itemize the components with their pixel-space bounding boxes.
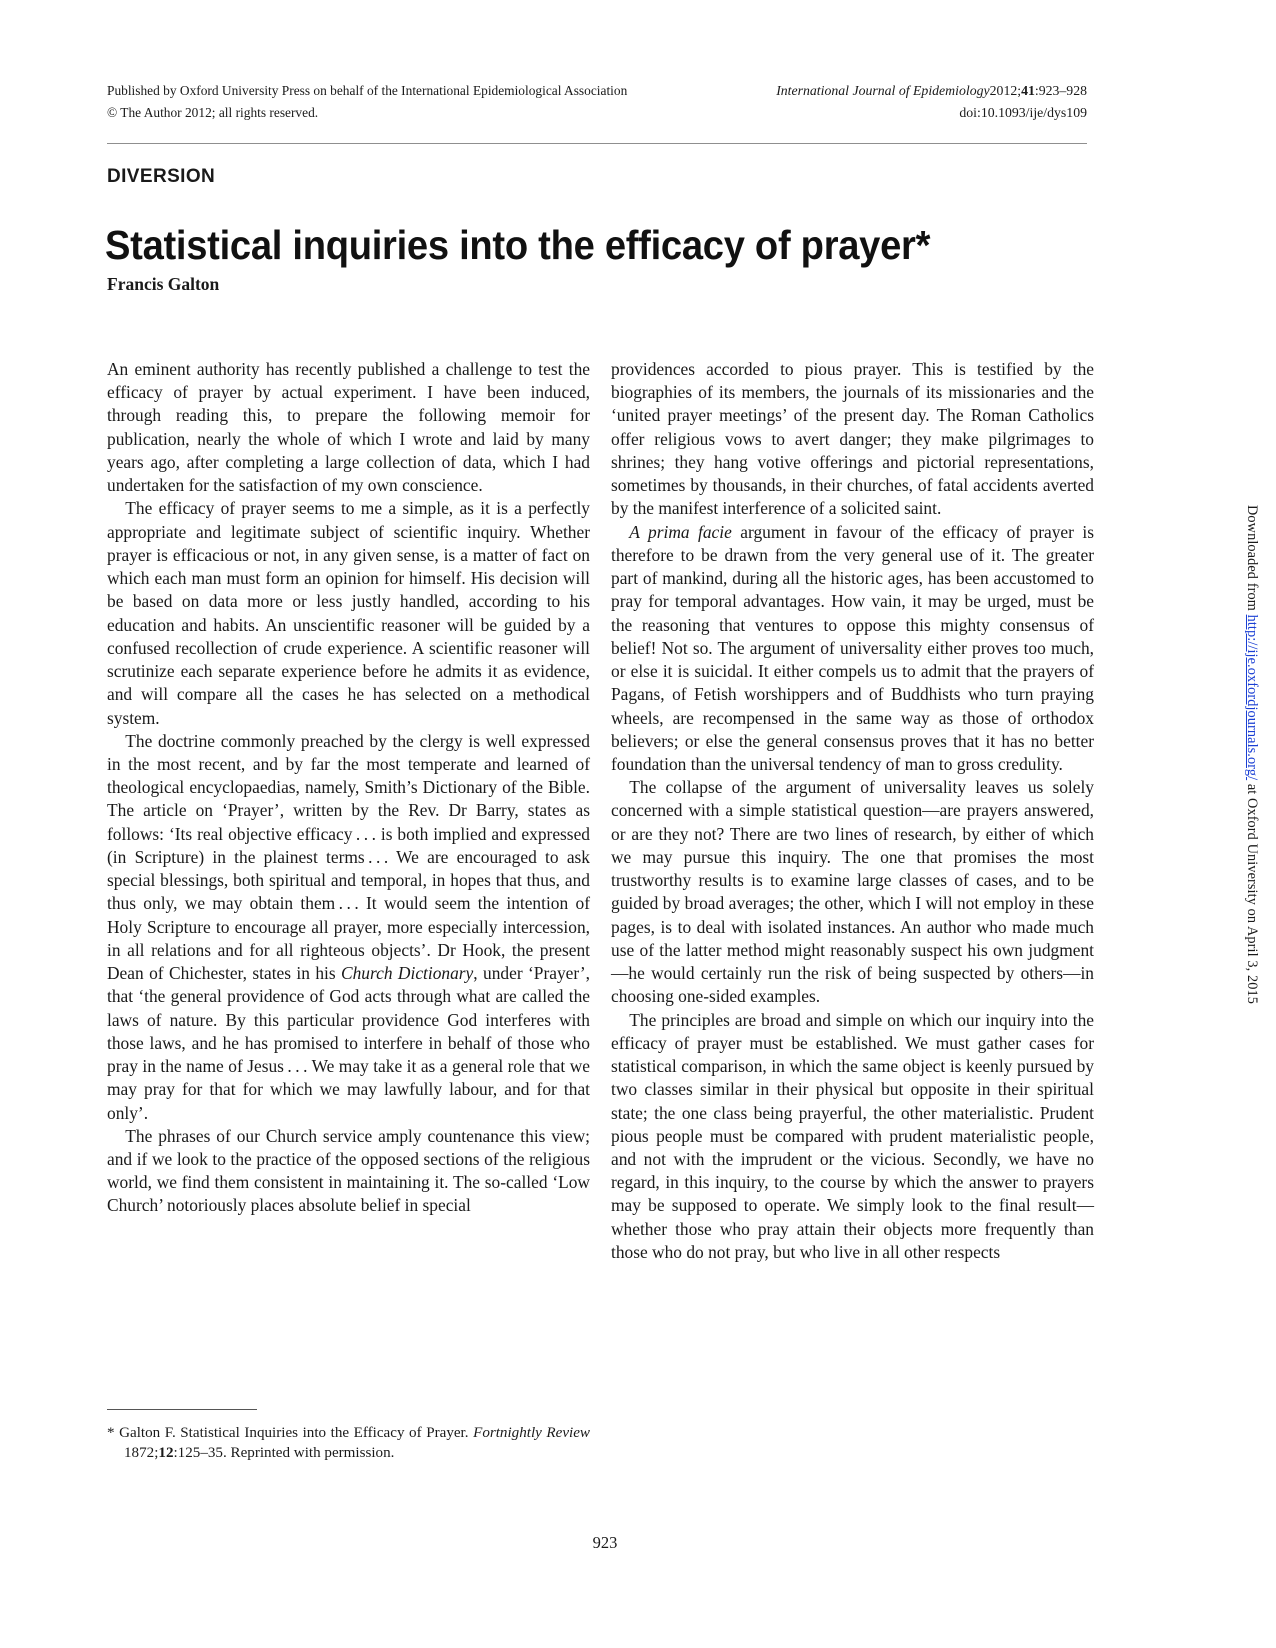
section-label: DIVERSION <box>107 166 216 187</box>
body-column-left <box>107 358 590 1218</box>
footnote-part: Galton F. Statistical Inquiries into the Efficacy of Prayer. <box>114 1425 474 1441</box>
download-watermark-text <box>1243 505 1260 1004</box>
watermark-suffix: at Oxford University on April 3, 2015 <box>1244 780 1260 1004</box>
source-url-link[interactable]: http://ije.oxfordjournals.org/ <box>1244 614 1260 781</box>
copyright-line: © The Author 2012; all rights reserved. <box>107 104 319 120</box>
citation-volume: 41 <box>1021 83 1035 98</box>
paragraph-part: The doctrine commonly preached by the clergy is well expressed in the most recent, and by far the most temperate and learned of theological encyclopaedias, namely, Smith’s Dictionary of the Bible. The article on ‘Prayer’, written by the Rev. Dr Barry, states as follows: ‘Its real objective efficacy . . . is both implied and expressed (in Scripture) in the plainest terms . . . We are encouraged to ask special blessings, both spiritual and temporal, in hopes that thus, and thus only, we may obtain them . . . It would seem the intention of Holy Scripture to encourage all prayer, more especially intercession, in all relations and for all righteous objects’. Dr Hook, the present Dean of Chichester, states in his <box>107 730 590 984</box>
footnote-part: 1872; <box>124 1445 159 1462</box>
body-column-right <box>611 358 1094 1264</box>
paragraph: The principles are broad and simple on which our inquiry into the efficacy of prayer must be established. We must gather cases for statistical comparison, in which the same object is keenly pursued by two classes similar in their physical but opposite in their spiritual state; the one class being prayerful, the other materialistic. Prudent pious people must be compared with prudent materialistic people, and not with the imprudent or the vicious. Secondly, we have no regard, in this inquiry, to the course by which the answer to prayers may be supposed to operate. We simply look to the final result—whether those who pray attain their objects more frequently than those who do not pray, but who live in all other respects <box>611 1009 1094 1262</box>
paragraph: An eminent authority has recently published a challenge to test the efficacy of prayer by actual experiment. I have been induced, through reading this, to prepare the following memoir for publication, nearly the whole of which I wrote and laid by many years ago, after completing a large collection of data, which I had undertaken for the satisfaction of my own conscience. <box>107 359 590 496</box>
paragraph <box>611 521 1094 777</box>
page-number: 923 <box>592 1533 618 1552</box>
footnote-volume: 12 <box>158 1445 174 1462</box>
citation-year: 2012; <box>989 83 1022 98</box>
paragraph-part: , under ‘Prayer’, that ‘the general providence of God acts through what are called the laws of nature. By this particular providence God interferes with those laws, and he has promised to interfere in behalf of those who pray in the name of Jesus . . . We may take it as a general role that we may pray for that for which we may lawfully labour, and for that only’. <box>107 963 590 1123</box>
masthead <box>107 80 1087 125</box>
latin-phrase: A prima facie <box>629 521 732 542</box>
paragraph: providences accorded to pious prayer. This is testified by the biographies of its members, the journals of its missionaries and the ‘united prayer meetings’ of the present day. The Roman Catholics offer religious vows to avert danger; they make pilgrimages to shrines; they hang votive offerings and pictorial representations, sometimes by thousands, in their churches, of fatal accidents averted by the manifest interference of a solicited saint. <box>611 359 1094 519</box>
header-divider <box>107 143 1087 144</box>
publisher-line-1: Published by Oxford University Press on behalf of the International Epidemiological Association <box>107 83 628 98</box>
paragraph: The efficacy of prayer seems to me a simple, as it is a perfectly appropriate and legitimate subject of scientific inquiry. Whether prayer is efficacious or not, in any given sense, is a matter of fact on which each man must form an opinion for himself. His decision will be based on data more or less justly handled, according to his education and habits. An unscientific reasoner will be guided by a confused recollection of crude experience. A scientific reasoner will scrutinize each separate experience before he admits it as evidence, and will compare all the cases he has selected on a methodical system. <box>107 498 590 728</box>
paragraph: The collapse of the argument of universality leaves us solely concerned with a simple statistical question—are prayers answered, or are they not? There are two lines of research, by either of which we may pursue this inquiry. The one that promises the most trustworthy results is to examine large classes of cases, and to be guided by broad averages; the other, which I will not employ in these pages, is to deal with isolated instances. An author who made much use of the latter method might reasonably suspect his own judgment—he would certainly run the risk of being suspected by others—in choosing one-sided examples. <box>611 777 1094 1007</box>
footnote-text <box>107 1423 590 1463</box>
footnote-journal-title: Fortnightly Review <box>473 1425 590 1441</box>
journal-name: International Journal of Epidemiology <box>776 83 990 98</box>
watermark-prefix: Downloaded from <box>1244 505 1260 615</box>
author-name: Francis Galton <box>107 274 220 294</box>
paragraph: The phrases of our Church service amply countenance this view; and if we look to the practice of the opposed sections of the religious world, we find them consistent in maintaining it. The so-called ‘Low Church’ notoriously places absolute belief in special <box>107 1125 590 1216</box>
download-watermark <box>1238 505 1262 1205</box>
footnote-divider <box>107 1409 257 1410</box>
doi-line: doi:10.1093/ije/dys109 <box>959 105 1087 121</box>
paragraph <box>107 730 590 1125</box>
page-title: Statistical inquiries into the efficacy of prayer* <box>105 222 931 269</box>
citation-info <box>776 80 1087 125</box>
footnote-block <box>107 1409 590 1463</box>
citation-pages: :923–928 <box>1034 83 1087 98</box>
footnote <box>107 1423 590 1463</box>
footnote-marker: * <box>107 1425 115 1441</box>
journal-citation-line <box>776 80 1087 102</box>
paragraph-part: argument in favour of the efficacy of prayer is therefore to be drawn from the very general use of it. The greater part of mankind, during all the historic ages, has been accustomed to pray for temporal advantages. How vain, it may be urged, must be the reasoning that ventures to oppose this mighty consensus of belief! Not so. The argument of universality either proves too much, or else it is suicidal. It either compels us to admit that the prayers of Pagans, of Fetish worshippers and of Buddhists who turn praying wheels, are recompensed in the same way as those of orthodox believers; or else the general consensus proves that it has no better foundation than the universal tendency of man to gross credulity. <box>611 521 1094 774</box>
footnote-part: :125–35. Reprinted with permission. <box>173 1445 395 1462</box>
cited-work-title: Church Dictionary <box>341 963 474 984</box>
publisher-info <box>107 80 627 123</box>
